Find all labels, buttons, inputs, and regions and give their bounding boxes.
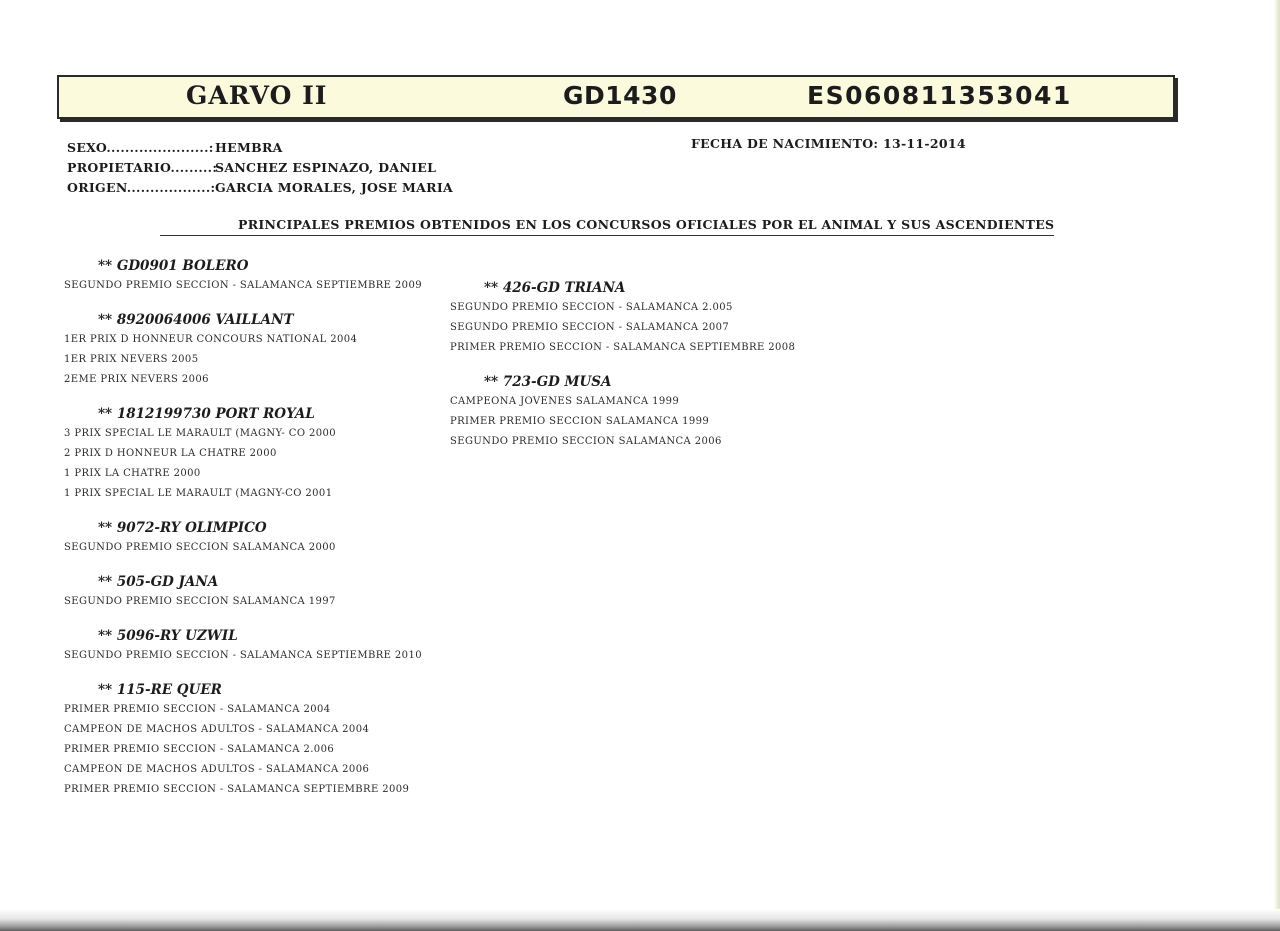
ancestor-name: ** 505-GD JANA (98, 574, 219, 590)
scan-edge-bottom (0, 909, 1280, 931)
ancestor-name: ** 426-GD TRIANA (484, 280, 626, 296)
ancestor-block (64, 572, 444, 612)
animal-code: GD1430 (563, 81, 677, 110)
prize-entry: PRIMER PREMIO SECCION - SALAMANCA SEPTIEMBRE 2009 (64, 784, 410, 795)
prize-entry: SEGUNDO PREMIO SECCION - SALAMANCA 2.005 (450, 302, 733, 313)
prize-entry: 2 PRIX D HONNEUR LA CHATRE 2000 (64, 448, 277, 459)
ancestor-block (64, 404, 444, 504)
animal-name: GARVO II (186, 81, 328, 110)
info-propietario (67, 160, 436, 175)
ancestors-left-column (64, 256, 444, 814)
prize-entry: CAMPEON DE MACHOS ADULTOS - SALAMANCA 2006 (64, 764, 370, 775)
prize-entry: PRIMER PREMIO SECCION SALAMANCA 1999 (450, 416, 710, 427)
prize-entry: 1ER PRIX D HONNEUR CONCOURS NATIONAL 2004 (64, 334, 358, 345)
ancestor-name: ** 8920064006 VAILLANT (98, 312, 294, 328)
prize-entry: PRIMER PREMIO SECCION - SALAMANCA SEPTIEMBRE 2008 (450, 342, 796, 353)
page-edge-right (1274, 0, 1280, 931)
ancestor-name: ** 5096-RY UZWIL (98, 628, 238, 644)
propietario-label: PROPIETARIO.........: (67, 160, 218, 175)
prize-entry: 2EME PRIX NEVERS 2006 (64, 374, 209, 385)
ancestor-block (64, 680, 444, 800)
ancestor-block (450, 278, 870, 358)
sexo-value: HEMBRA (215, 140, 283, 155)
prize-entry: SEGUNDO PREMIO SECCION SALAMANCA 2000 (64, 542, 336, 553)
prize-entry: SEGUNDO PREMIO SECCION SALAMANCA 1997 (64, 596, 336, 607)
prize-entry: 1 PRIX LA CHATRE 2000 (64, 468, 201, 479)
ancestor-block (64, 626, 444, 666)
prize-entry: 1ER PRIX NEVERS 2005 (64, 354, 199, 365)
origen-value: GARCIA MORALES, JOSE MARIA (215, 180, 453, 195)
ancestor-block (450, 372, 870, 452)
ancestor-name: ** 1812199730 PORT ROYAL (98, 406, 315, 422)
birth-date: FECHA DE NACIMIENTO: 13-11-2014 (691, 136, 966, 151)
animal-title-box (57, 75, 1175, 119)
ancestor-block (64, 310, 444, 390)
prize-entry: SEGUNDO PREMIO SECCION SALAMANCA 2006 (450, 436, 722, 447)
info-origen (67, 180, 453, 195)
section-divider (160, 235, 1054, 236)
prize-entry: SEGUNDO PREMIO SECCION - SALAMANCA SEPTIEMBRE 2010 (64, 650, 422, 661)
sexo-label: SEXO......................: (67, 140, 214, 155)
prize-entry: 1 PRIX SPECIAL LE MARAULT (MAGNY-CO 2001 (64, 488, 333, 499)
ancestor-name: ** GD0901 BOLERO (98, 258, 249, 274)
prizes-section-title: PRINCIPALES PREMIOS OBTENIDOS EN LOS CONCURSOS OFICIALES POR EL ANIMAL Y SUS ASCENDIENTES (238, 217, 1055, 232)
prize-entry: PRIMER PREMIO SECCION - SALAMANCA 2004 (64, 704, 331, 715)
ancestor-name: ** 723-GD MUSA (484, 374, 612, 390)
origen-label: ORIGEN..................: (67, 180, 216, 195)
prize-entry: 3 PRIX SPECIAL LE MARAULT (MAGNY- CO 2000 (64, 428, 337, 439)
info-sexo (67, 140, 283, 155)
animal-registration: ES060811353041 (807, 81, 1072, 110)
ancestor-name: ** 9072-RY OLIMPICO (98, 520, 267, 536)
prize-entry: CAMPEONA JOVENES SALAMANCA 1999 (450, 396, 680, 407)
ancestor-name: ** 115-RE QUER (98, 682, 222, 698)
ancestors-right-column (450, 278, 870, 466)
prize-entry: CAMPEON DE MACHOS ADULTOS - SALAMANCA 2004 (64, 724, 370, 735)
ancestor-block (64, 518, 444, 558)
prize-entry: SEGUNDO PREMIO SECCION - SALAMANCA 2007 (450, 322, 730, 333)
propietario-value: SANCHEZ ESPINAZO, DANIEL (215, 160, 437, 175)
ancestor-block (64, 256, 444, 296)
prize-entry: PRIMER PREMIO SECCION - SALAMANCA 2.006 (64, 744, 335, 755)
prize-entry: SEGUNDO PREMIO SECCION - SALAMANCA SEPTIEMBRE 2009 (64, 280, 422, 291)
